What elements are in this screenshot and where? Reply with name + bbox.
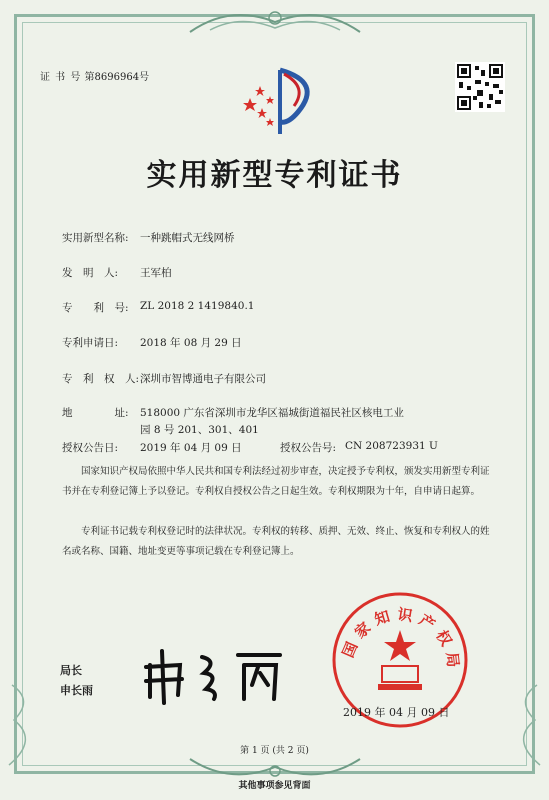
- signatory-name: 申长雨: [60, 684, 93, 697]
- body-paragraph-1: 国家知识产权局依照中华人民共和国专利法经过初步审查，决定授予专利权，颁发实用新型专利证书并在专利登记簿上予以登记。专利权自授权公告之日起生效。专利权期限为十年，自申请日起算。: [62, 466, 490, 497]
- qr-code: [455, 62, 505, 112]
- certificate-title: 实用新型专利证书: [146, 158, 403, 193]
- field-label-2: 授权公告号:: [280, 442, 337, 454]
- cnipa-logo: [228, 62, 328, 142]
- field-label: 地 址:: [62, 407, 129, 419]
- field-value: 深圳市智博通电子有限公司: [140, 373, 266, 385]
- page-number: 第 1 页 (共 2 页): [240, 746, 309, 756]
- certificate-number-label: 证 书 号: [40, 72, 82, 83]
- body-paragraph-2: 专利证书记载专利权登记时的法律状况。专利权的转移、质押、无效、终止、恢复和专利权人的姓名或名称、国籍、地址变更等事项记载在专利登记簿上。: [62, 526, 490, 557]
- signatory-role: 局长: [60, 664, 82, 677]
- field-label: 专 利 号:: [62, 302, 129, 314]
- certificate-number-value: 第8696964号: [84, 72, 150, 83]
- footer-note: 其他事项参见背面: [238, 781, 311, 791]
- field-value: 一种跳帽式无线网桥: [140, 232, 235, 244]
- field-label: 实用新型名称:: [62, 232, 129, 244]
- field-value: 2018 年 08 月 29 日: [140, 337, 242, 349]
- seal-text: 国家知识产权局: [338, 605, 463, 675]
- field-label: 发 明 人:: [62, 267, 119, 279]
- field-value: 518000 广东省深圳市龙华区福城街道福民社区核电工业: [140, 407, 404, 419]
- field-value-2: CN 208723931 U: [345, 440, 438, 452]
- seal-date: 2019 年 04 月 09 日: [343, 706, 450, 719]
- left-ornament: [4, 680, 44, 770]
- handwritten-signature: [140, 645, 290, 705]
- field-label: 授权公告日:: [62, 442, 119, 454]
- field-label: 专 利 权 人:: [62, 373, 140, 385]
- certificate-number: [40, 68, 149, 83]
- right-ornament: [505, 680, 545, 770]
- field-label: 专利申请日:: [62, 337, 119, 349]
- top-ornament: [180, 4, 370, 38]
- field-value: 王军柏: [140, 267, 172, 279]
- field-value: ZL 2018 2 1419840.1: [140, 300, 255, 312]
- field-value-line2: 园 8 号 201、301、401: [140, 424, 259, 436]
- field-value: 2019 年 04 月 09 日: [140, 442, 242, 454]
